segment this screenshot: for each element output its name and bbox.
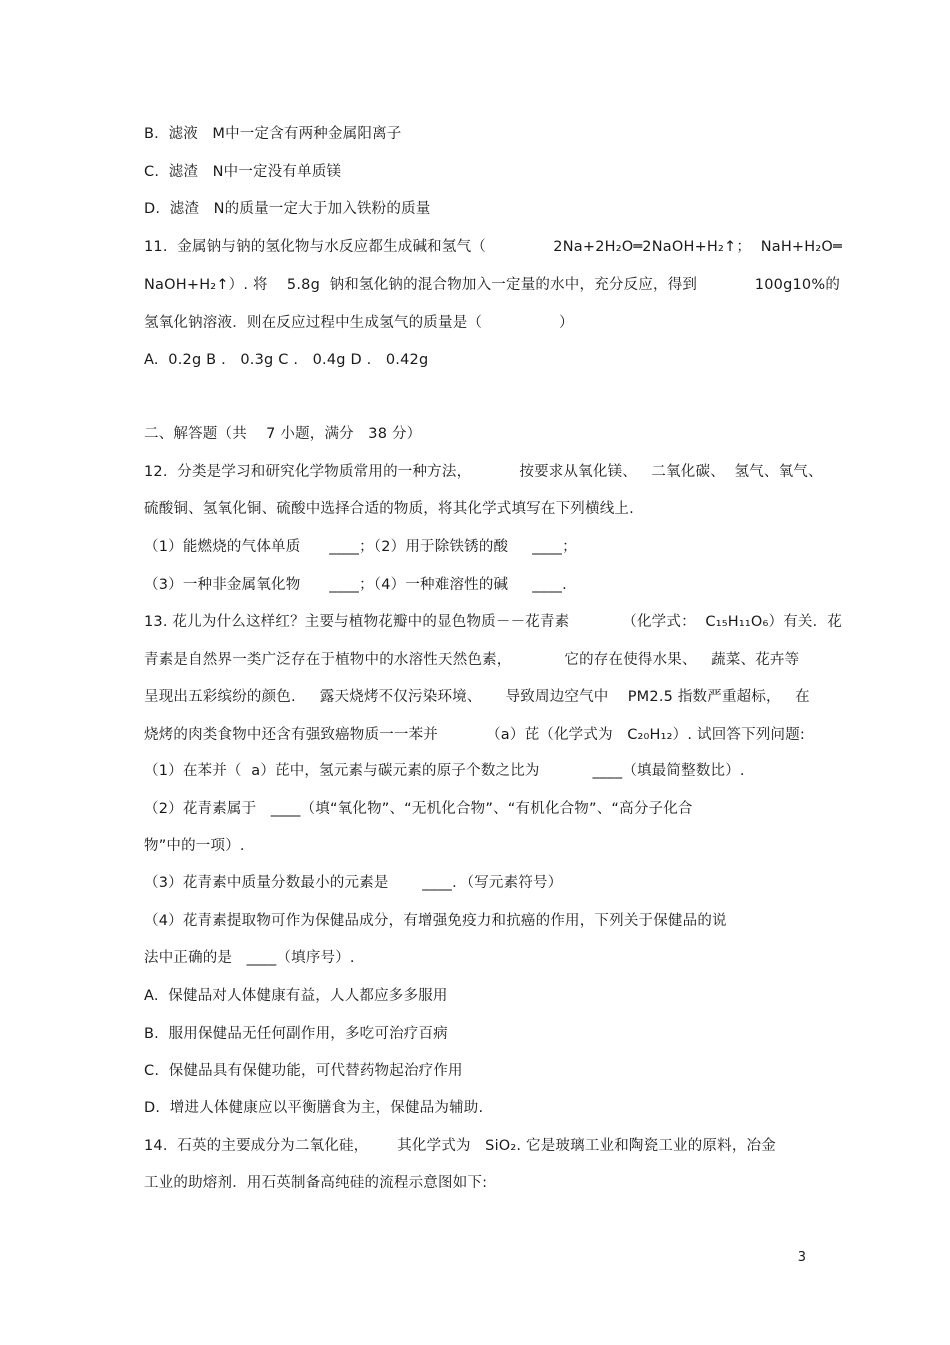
question-13-part-3: （3）花青素中质量分数最小的元素是 ____．（写元素符号） (144, 875, 563, 891)
question-12-line-1: 12. 分类是学习和研究化学物质常用的一种方法， 按要求从氧化镁、 二氧化碳、 氢气、氧气、 (144, 464, 823, 480)
question-13-line-3: 呈现出五彩缤纷的颜色. 露天烧烤不仅污染环境、 导致周边空气中 PM2.5 指数严重超标， 在 (144, 689, 810, 705)
option-d-line: D. 滤渣 N的质量一定大于加入铁粉的质量 (144, 201, 431, 217)
question-13-part-1: （1）在苯并（ a）芘中，氢元素与碳元素的原子个数之比为 ____（填最简整数比）. (144, 763, 745, 779)
question-12-line-2: 硫酸铜、氢氧化铜、硫酸中选择合适的物质，将其化学式填写在下列横线上. (144, 501, 634, 517)
question-13-option-a: A. 保健品对人体健康有益，人人都应多多服用 (144, 988, 448, 1004)
question-13-line-2: 青素是自然界一类广泛存在于植物中的水溶性天然色素， 它的存在使得水果、 蔬菜、花卉等 (144, 652, 800, 668)
option-c-line: C. 滤渣 N中一定没有单质镁 (144, 164, 342, 180)
question-13-part-2-line-2: 物”中的一项）. (144, 838, 245, 854)
question-11-line-2: NaOH+H₂↑）. 将 5.8g 钠和氢化钠的混合物加入一定量的水中，充分反应，得到 100g10%的 (144, 277, 841, 293)
question-14-line-1: 14. 石英的主要成分为二氧化硅， 其化学式为 SiO₂. 它是玻璃工业和陶瓷工业的原料，冶金 (144, 1138, 776, 1154)
question-12-blank-3-4: （3）一种非金属氧化物 ____；（4）一种难溶性的碱 ____. (144, 577, 567, 593)
question-13-option-d: D. 增进人体健康应以平衡膳食为主，保健品为辅助. (144, 1100, 484, 1116)
question-11-line-3: 氢氧化钠溶液．则在反应过程中生成氢气的质量是（ ） (144, 315, 574, 331)
question-11-options: A. 0.2g B . 0.3g C . 0.4g D . 0.42g (144, 352, 429, 368)
question-14-line-2: 工业的助熔剂．用石英制备高纯硅的流程示意图如下: (144, 1175, 488, 1191)
page-number: 3 (797, 1250, 806, 1265)
question-13-option-c: C. 保健品具有保健功能，可代替药物起治疗作用 (144, 1063, 463, 1079)
section-heading: 二、解答题（共 7 小题，满分 38 分） (144, 426, 422, 442)
question-13-part-2-line-1: （2）花青素属于 ____（填“氧化物”、“无机化合物”、“有机化合物”、“高分子化合 (144, 801, 693, 817)
question-11-line-1: 11. 金属钠与钠的氢化物与水反应都生成碱和氢气（ 2Na+2H₂O═2NaOH+H₂↑； NaH+H₂O═ (144, 239, 842, 255)
option-b-line: B. 滤液 M中一定含有两种金属阳离子 (144, 126, 402, 142)
question-12-blank-1-2: （1）能燃烧的气体单质 ____；（2）用于除铁锈的酸 ____； (144, 539, 577, 555)
question-13-part-4-line-2: 法中正确的是 ____（填序号）. (144, 950, 355, 966)
question-13-part-4-line-1: （4）花青素提取物可作为保健品成分，有增强免疫力和抗癌的作用，下列关于保健品的说 (144, 913, 727, 929)
question-13-option-b: B. 服用保健品无任何副作用，多吃可治疗百病 (144, 1026, 448, 1042)
question-13-line-4: 烧烤的肉类食物中还含有强致癌物质一一苯并 （a）芘（化学式为 C₂₀H₁₂）. 试回答下列问题: (144, 727, 805, 743)
question-13-line-1: 13. 花儿为什么这样红？主要与植物花瓣中的显色物质－－花青素 （化学式： C₁₅H₁₁O₆）有关．花 (144, 614, 842, 630)
